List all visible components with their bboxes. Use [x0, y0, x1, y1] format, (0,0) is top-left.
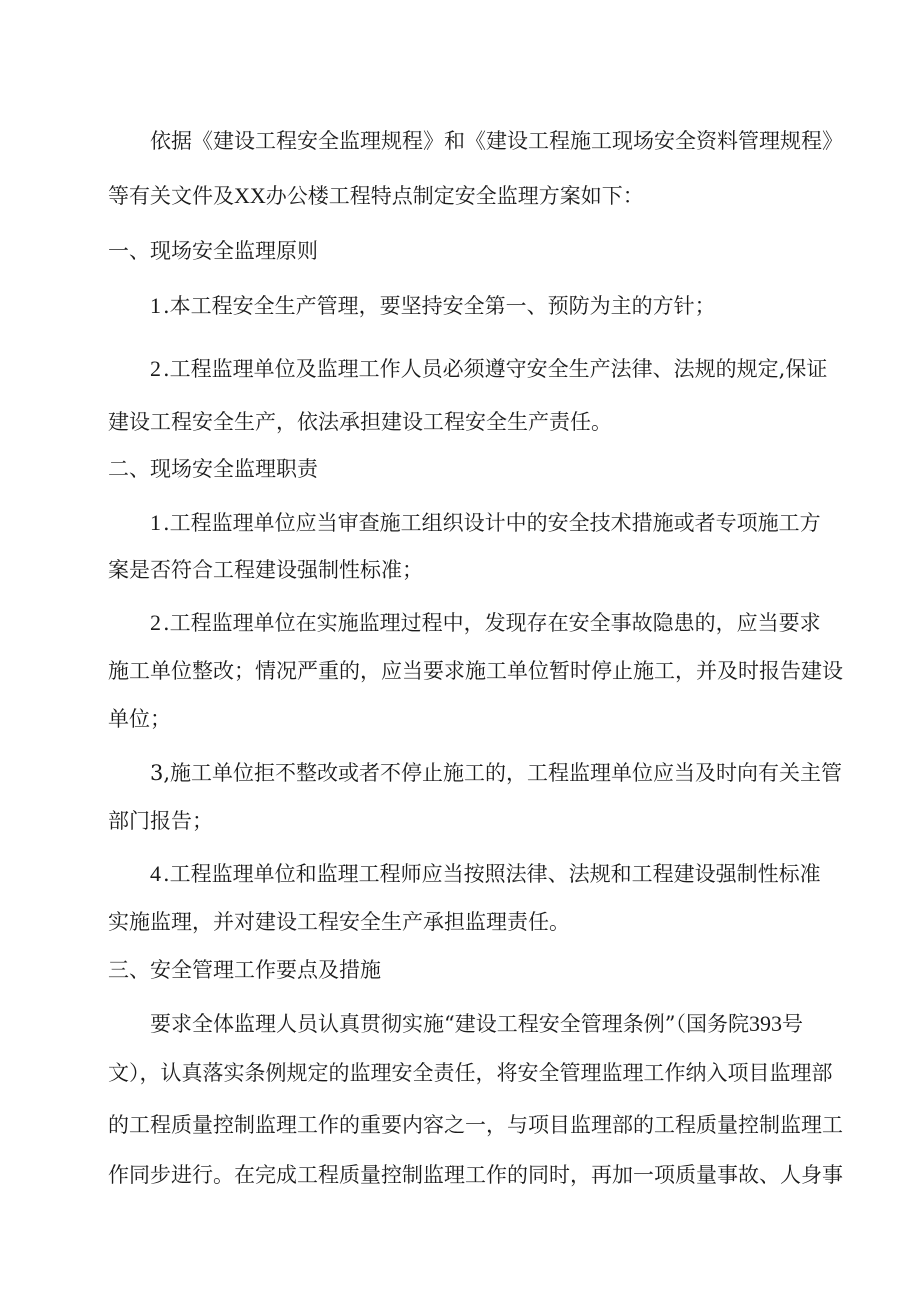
- section-heading-1-text: 一、现场安全监理原则: [108, 239, 318, 263]
- intro-text-2c: 办公楼工程特点制定安全监理方案如下：: [265, 184, 644, 208]
- s1-item-2-text-1: .工程监理单位及监理工作人员必须遵守安全生产法律、法规的规定,保证: [163, 357, 828, 381]
- s1-item-2-line-1: [150, 354, 827, 384]
- s2-item-1-line-2: [108, 555, 423, 585]
- intro-text-1: 依据《建设工程安全监理规程》和《建设工程施工现场安全资料管理规程》: [150, 129, 843, 153]
- s3-paragraph-text-1a: 要求全体监理人员认真贯彻实施“建设工程安全管理条例”（国务院: [150, 1012, 749, 1036]
- intro-text-2a: 等有关文件及: [108, 184, 234, 208]
- s2-item-1-number: 1: [150, 510, 161, 535]
- s1-item-2-text-2: 建设工程安全生产，依法承担建设工程安全生产责任。: [108, 410, 612, 434]
- s3-paragraph-line-4: [108, 1160, 843, 1190]
- s2-item-1-text-1: .工程监理单位应当审查施工组织设计中的安全技术措施或者专项施工方: [163, 511, 821, 535]
- s2-item-2-text-1: .工程监理单位在实施监理过程中，发现存在安全事故隐患的，应当要求: [163, 611, 821, 635]
- s2-item-3-text-2: 部门报告；: [108, 809, 213, 833]
- s2-item-2-line-1: [150, 608, 821, 638]
- section-heading-2-text: 二、现场安全监理职责: [108, 457, 318, 481]
- s1-item-1-number: 1: [150, 293, 161, 318]
- s2-item-4-line-2: [108, 907, 570, 937]
- s3-paragraph-line-3: [108, 1110, 843, 1140]
- s2-item-2-number: 2: [150, 610, 161, 635]
- s2-item-1-line-1: [150, 508, 821, 538]
- s3-paragraph-line-1: [150, 1009, 803, 1039]
- intro-text-2b: XX: [234, 183, 266, 208]
- s2-item-4-number: 4: [150, 861, 161, 886]
- s2-item-3-text-1: 3,施工单位拒不整改或者不停止施工的，工程监理单位应当及时向有关主管: [150, 761, 843, 785]
- s2-item-2-line-2: [108, 656, 843, 686]
- s2-item-3-line-1: [150, 758, 842, 788]
- s1-item-1-text: .本工程安全生产管理，要坚持安全第一、预防为主的方针；: [163, 294, 716, 318]
- s3-paragraph-line-2: [108, 1058, 833, 1088]
- s2-item-4-text-2: 实施监理，并对建设工程安全生产承担监理责任。: [108, 910, 570, 934]
- s2-item-4-line-1: [150, 859, 821, 889]
- s1-item-1: [150, 291, 716, 321]
- s3-paragraph-text-3: 的工程质量控制监理工作的重要内容之一，与项目监理部的工程质量控制监理工: [108, 1113, 843, 1137]
- intro-line-2: [108, 181, 644, 211]
- s2-item-2-text-3: 单位；: [108, 707, 171, 731]
- s2-item-3-line-2: [108, 806, 213, 836]
- s1-item-2-number: 2: [150, 356, 161, 381]
- s1-item-2-line-2: [108, 407, 612, 437]
- s2-item-1-text-2: 案是否符合工程建设强制性标准；: [108, 558, 423, 582]
- s2-item-2-line-3: [108, 704, 171, 734]
- section-heading-3: [108, 955, 381, 985]
- s3-paragraph-text-1c: 号: [781, 1012, 803, 1036]
- section-heading-1: [108, 236, 318, 266]
- s2-item-2-text-2: 施工单位整改；情况严重的，应当要求施工单位暂时停止施工，并及时报告建设: [108, 659, 843, 683]
- s3-paragraph-text-2: 文），认真落实条例规定的监理安全责任，将安全管理监理工作纳入项目监理部: [108, 1061, 833, 1085]
- section-heading-3-text: 三、安全管理工作要点及措施: [108, 958, 381, 982]
- s3-paragraph-text-1b: 393: [748, 1011, 782, 1036]
- s3-paragraph-text-4: 作同步进行。在完成工程质量控制监理工作的同时，再加一项质量事故、人身事: [108, 1163, 843, 1187]
- section-heading-2: [108, 454, 318, 484]
- intro-line-1: [150, 126, 843, 156]
- s2-item-4-text-1: .工程监理单位和监理工程师应当按照法律、法规和工程建设强制性标准: [163, 862, 821, 886]
